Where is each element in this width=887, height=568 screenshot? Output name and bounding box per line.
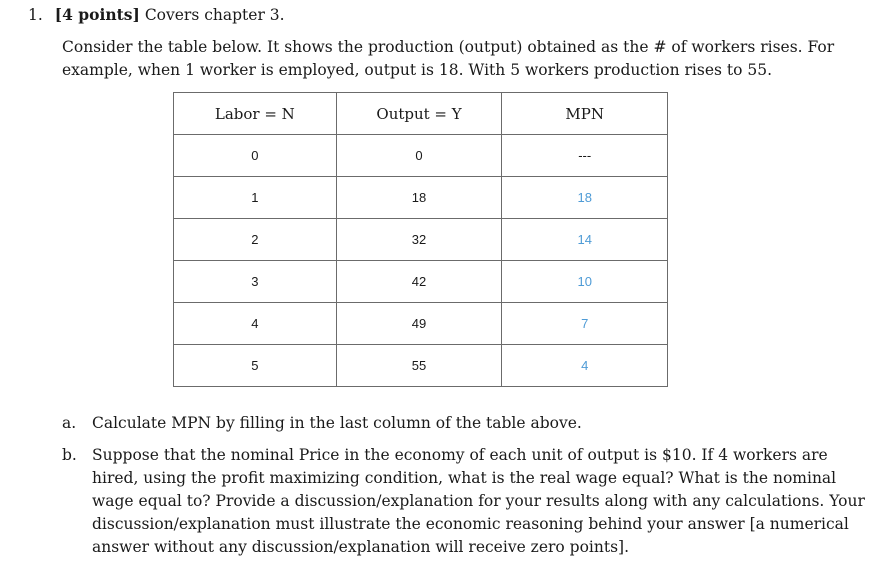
cell-mpn: --- <box>502 135 668 177</box>
part-b-line-2: hired, using the profit maximizing condition, what is the real wage equal? What is the nominal <box>92 469 837 487</box>
cell-output: 32 <box>336 219 502 261</box>
table-row <box>174 219 668 261</box>
question-intro <box>62 36 877 82</box>
question-parts <box>62 412 877 568</box>
part-b-line-3: wage equal to? Provide a discussion/explanation for your results along with any calculations. Your <box>92 492 865 510</box>
question-number: 1. <box>28 6 43 24</box>
part-a-line-1: Calculate MPN by filling in the last column of the table above. <box>92 414 582 432</box>
cell-output: 18 <box>336 177 502 219</box>
part-a <box>62 412 877 435</box>
cell-mpn: 4 <box>502 345 668 387</box>
part-b-line-1: Suppose that the nominal Price in the economy of each unit of output is $10. If 4 workers are <box>92 446 828 464</box>
header-mpn: MPN <box>502 93 668 135</box>
header-output: Output = Y <box>336 93 502 135</box>
question-header <box>28 5 285 24</box>
part-b <box>62 444 877 559</box>
intro-line-1: Consider the table below. It shows the production (output) obtained as the # of workers rises. For <box>62 38 835 56</box>
question-points: [4 points] <box>54 5 140 24</box>
cell-mpn: 18 <box>502 177 668 219</box>
cell-mpn: 14 <box>502 219 668 261</box>
table-row <box>174 135 668 177</box>
table-row <box>174 177 668 219</box>
cell-labor: 4 <box>174 303 337 345</box>
cell-labor: 1 <box>174 177 337 219</box>
part-b-line-5: answer without any discussion/explanation will receive zero points]. <box>92 538 630 556</box>
part-letter: a. <box>62 414 77 432</box>
cell-labor: 0 <box>174 135 337 177</box>
question-covers: Covers chapter 3. <box>144 6 285 24</box>
part-letter: b. <box>62 446 77 464</box>
cell-output: 42 <box>336 261 502 303</box>
cell-output: 55 <box>336 345 502 387</box>
intro-line-2: example, when 1 worker is employed, output is 18. With 5 workers production rises to 55. <box>62 61 773 79</box>
table-row <box>174 345 668 387</box>
part-b-line-4: discussion/explanation must illustrate the economic reasoning behind your answer [a numerical <box>92 515 849 533</box>
cell-labor: 5 <box>174 345 337 387</box>
cell-mpn: 10 <box>502 261 668 303</box>
cell-output: 49 <box>336 303 502 345</box>
header-labor: Labor = N <box>174 93 337 135</box>
cell-output: 0 <box>336 135 502 177</box>
table-row <box>174 303 668 345</box>
cell-labor: 3 <box>174 261 337 303</box>
production-table <box>173 92 668 387</box>
cell-mpn: 7 <box>502 303 668 345</box>
table-header-row <box>174 93 668 135</box>
table-row <box>174 261 668 303</box>
cell-labor: 2 <box>174 219 337 261</box>
